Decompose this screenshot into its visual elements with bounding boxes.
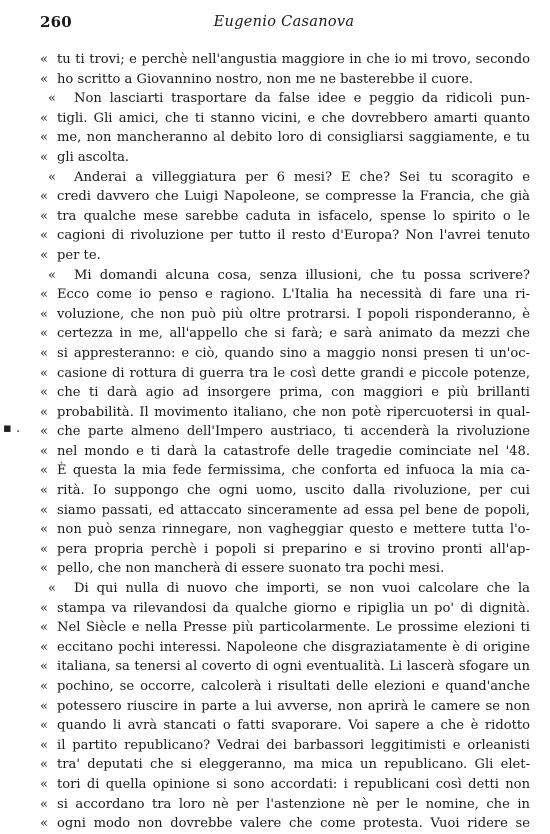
line-text: me, non mancheranno al debito loro di consigliarsi saggiamente, e tu bbox=[57, 130, 530, 146]
quote-mark: « bbox=[40, 776, 49, 792]
line-text: tori di quella opinione si sono accordati: i republicani così detti non bbox=[57, 776, 530, 792]
quote-mark: « bbox=[40, 443, 49, 459]
line-text: per te. bbox=[57, 247, 101, 263]
quote-mark: « bbox=[40, 463, 49, 479]
text-line bbox=[40, 148, 530, 168]
line-text: È questa la mia fede fermissima, che conforta ed infuoca la mia ca- bbox=[57, 463, 530, 479]
line-text: pello, che non mancherà di essere suonato tra pochi mesi. bbox=[57, 561, 445, 577]
quote-mark: « bbox=[40, 110, 49, 126]
line-text: che parte almeno dell'Impero austriaco, ti accenderà la rivoluzione bbox=[57, 424, 530, 440]
text-line bbox=[40, 716, 530, 736]
text-line bbox=[40, 442, 530, 462]
text-line bbox=[40, 285, 530, 305]
text-line bbox=[40, 187, 530, 207]
line-text: rità. Io suppongo che ogni uomo, uscito dalla rivoluzione, per cui bbox=[57, 483, 530, 499]
quote-mark: « bbox=[40, 385, 49, 401]
quote-mark: « bbox=[40, 522, 49, 538]
text-line bbox=[40, 677, 530, 697]
text-line bbox=[40, 207, 530, 227]
text-line bbox=[40, 324, 530, 344]
text-line bbox=[40, 638, 530, 658]
text-line bbox=[40, 599, 530, 619]
text-line bbox=[40, 481, 530, 501]
line-text: Non lasciarti trasportare da false idee e peggio da ridicoli pun- bbox=[74, 91, 530, 107]
line-text: eccitano pochi interessi. Napoleone che disgraziatamente è di origine bbox=[57, 639, 530, 655]
text-line bbox=[40, 657, 530, 677]
letter-text bbox=[40, 50, 530, 834]
text-line bbox=[40, 422, 530, 442]
line-text: tra' deputati che si eleggeranno, ma mica un republicano. Gli elet- bbox=[57, 757, 530, 773]
running-head: Eugenio Casanova bbox=[213, 14, 355, 30]
line-text: Ecco come io penso e ragiono. L'Italia ha necessità di fare una ri- bbox=[57, 287, 530, 303]
page-header bbox=[40, 10, 528, 36]
text-line bbox=[40, 50, 530, 70]
text-line bbox=[40, 461, 530, 481]
line-text: si appresteranno: e ciò, quando sino a maggio nonsi presen ti un'oc- bbox=[57, 345, 530, 361]
text-line bbox=[40, 226, 530, 246]
text-line bbox=[40, 128, 530, 148]
text-line bbox=[40, 344, 530, 364]
line-text: probabilità. Il movimento italiano, che non potè ripercuotersi in qual- bbox=[57, 404, 530, 420]
line-text: casione di rottura di guerra tra le così dette grandi e piccole potenze, bbox=[57, 365, 530, 381]
quote-mark: « bbox=[40, 659, 49, 675]
line-text: il partito republicano? Vedrai dei barbassori leggitimisti e orleanisti bbox=[57, 737, 530, 753]
quote-mark: « bbox=[40, 247, 49, 263]
quote-mark: « bbox=[40, 600, 49, 616]
line-text: si accordano tra loro nè per l'astenzione nè per le nomine, che in bbox=[57, 796, 530, 812]
page-number: 260 bbox=[40, 13, 72, 31]
line-text: italiana, sa tenersi al coverto di ogni eventualità. Li lascerà sfogare un bbox=[57, 659, 530, 675]
line-text: siamo passati, ed attaccato sinceramente ad essa pel bene de popoli, bbox=[57, 502, 530, 518]
quote-mark: « bbox=[40, 52, 49, 67]
line-text: ho scritto a Giovannino nostro, non me ne basterebbe il cuore. bbox=[57, 71, 474, 87]
text-line bbox=[40, 559, 530, 579]
quote-mark: « bbox=[48, 169, 57, 185]
line-text: quando li avrà stancati o fatti svaporare. Voi sapere a che è ridotto bbox=[57, 718, 530, 734]
line-text: Nel Siècle e nella Presse più particolarmente. Le prossime elezioni ti bbox=[57, 620, 530, 636]
text-line bbox=[40, 383, 530, 403]
text-line bbox=[40, 736, 530, 756]
text-line bbox=[40, 403, 530, 423]
quote-mark: « bbox=[40, 306, 49, 322]
text-line bbox=[40, 540, 530, 560]
quote-mark: « bbox=[40, 541, 49, 557]
quote-mark: « bbox=[40, 365, 49, 381]
quote-mark: « bbox=[48, 267, 57, 283]
line-text: ogni modo non dovrebbe valere che come protesta. Vuoi ridere se bbox=[57, 816, 530, 832]
line-text: Mi domandi alcuna cosa, senza illusioni, che tu possa scrivere? bbox=[74, 267, 530, 283]
line-text: Anderai a villeggiatura per 6 mesi? E che? Sei tu scoragito e bbox=[74, 169, 530, 185]
text-line bbox=[40, 579, 530, 599]
quote-mark: « bbox=[40, 698, 49, 714]
text-line bbox=[40, 618, 530, 638]
quote-mark: « bbox=[40, 208, 49, 224]
quote-mark: « bbox=[40, 502, 49, 518]
text-line bbox=[40, 70, 530, 90]
text-line bbox=[40, 364, 530, 384]
quote-mark: « bbox=[40, 639, 49, 655]
quote-mark: « bbox=[40, 149, 49, 165]
quote-mark: « bbox=[48, 581, 57, 597]
quote-mark: « bbox=[40, 345, 49, 361]
text-line bbox=[40, 520, 530, 540]
quote-mark: « bbox=[40, 561, 49, 577]
quote-mark: « bbox=[40, 228, 49, 244]
quote-mark: « bbox=[40, 679, 49, 694]
text-line bbox=[40, 775, 530, 795]
line-text: Di qui nulla di nuovo che importi, se non vuoi calcolare che la bbox=[74, 581, 530, 597]
quote-mark: « bbox=[40, 796, 49, 812]
line-text: nel mondo e ti darà la catastrofe delle tragedie cominciate nel '48. bbox=[57, 443, 530, 459]
quote-mark: « bbox=[40, 326, 49, 342]
text-line bbox=[40, 501, 530, 521]
text-line bbox=[40, 246, 530, 266]
text-line bbox=[40, 168, 530, 188]
text-line bbox=[40, 89, 530, 109]
quote-mark: « bbox=[40, 816, 49, 832]
quote-mark: « bbox=[40, 620, 49, 636]
text-line bbox=[40, 755, 530, 775]
line-text: che ti darà agio ad insorgere prima, con maggiori e più brillanti bbox=[57, 385, 530, 401]
line-text: gli ascolta. bbox=[57, 149, 130, 165]
line-text: tigli. Gli amici, che ti stanno vicini, e che dovrebbero amarti quanto bbox=[57, 110, 530, 126]
text-line bbox=[40, 266, 530, 286]
line-text: pochino, se occorre, calcolerà i risultati delle elezioni e quand'anche bbox=[57, 679, 530, 694]
line-text: non può senza rinnegare, non vagheggiar questo e mettere tutta l'o- bbox=[57, 522, 530, 538]
line-text: certezza in me, all'appello che si farà; e sarà animato da mezzi che bbox=[57, 326, 530, 342]
line-text: tra qualche mese sarebbe caduta in isfacelo, spense lo spirito o le bbox=[57, 208, 530, 224]
margin-mark: ▪ . bbox=[3, 421, 21, 436]
text-line bbox=[40, 697, 530, 717]
quote-mark: « bbox=[40, 737, 49, 753]
quote-mark: « bbox=[40, 287, 49, 303]
text-line bbox=[40, 795, 530, 815]
quote-mark: « bbox=[40, 130, 49, 146]
quote-mark: « bbox=[40, 718, 49, 734]
quote-mark: « bbox=[40, 757, 49, 773]
quote-mark: « bbox=[40, 404, 49, 420]
line-text: potessero riuscire in parte a lui avverse, non aprirà le camere se non bbox=[57, 698, 530, 714]
text-line bbox=[40, 814, 530, 834]
line-text: tu ti trovi; e perchè nell'angustia maggiore in che io mi trovo, secondo bbox=[57, 52, 530, 67]
text-line bbox=[40, 109, 530, 129]
quote-mark: « bbox=[40, 71, 49, 87]
quote-mark: « bbox=[48, 91, 57, 107]
line-text: voluzione, che non può più oltre protrarsi. I popoli risponderanno, è bbox=[57, 306, 530, 322]
line-text: credi davvero che Luigi Napoleone, se compresse la Francia, che già bbox=[57, 189, 530, 205]
line-text: pera propria perchè i popoli si preparino e si trovino pronti all'ap- bbox=[57, 541, 530, 557]
text-line bbox=[40, 305, 530, 325]
quote-mark: « bbox=[40, 189, 49, 205]
line-text: stampa va rilevandosi da qualche giorno e ripiglia un po' di dignità. bbox=[57, 600, 530, 616]
quote-mark: « bbox=[40, 424, 49, 440]
quote-mark: « bbox=[40, 483, 49, 499]
line-text: cagioni di rivoluzione per tutto il resto d'Europa? Non l'avrei tenuto bbox=[57, 228, 530, 244]
